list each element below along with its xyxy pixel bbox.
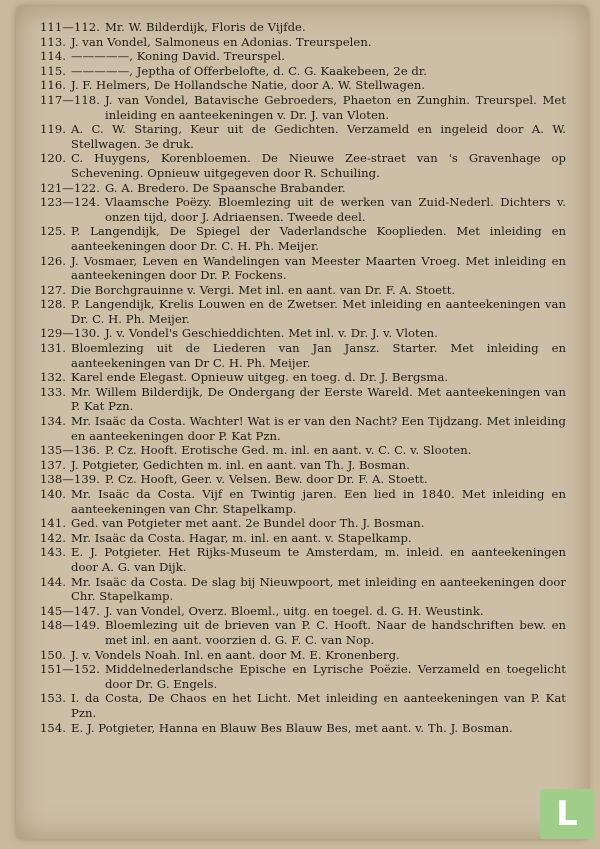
entry-number: 134. [40, 414, 67, 429]
catalogue-entry [40, 64, 566, 79]
entry-text: —————, Koning David. Treurspel. [71, 49, 286, 64]
entry-number: 131. [40, 341, 67, 356]
entry-number: 140. [40, 487, 67, 501]
catalogue-entry [40, 151, 566, 180]
catalogue-entry [40, 370, 566, 385]
catalogue-entry [40, 195, 566, 224]
entry-text: Die Borchgrauinne v. Vergi. Met inl. en aant. van Dr. F. A. Stoett. [71, 282, 456, 297]
entry-text: P. Cz. Hooft, Geer. v. Velsen. Bew. door Dr. F. A. Stoett. [104, 472, 428, 487]
entry-text: J. v. Vondels Noah. Inl. en aant. door M. E. Kronenberg. [71, 647, 400, 662]
entry-number: 129—130. [40, 326, 100, 341]
entry-text: P. Langendijk, Krelis Louwen en de Zwetser. Met inleiding en aanteekeningen van Dr. C. H. Ph. Meijer. [71, 297, 566, 326]
catalogue-entry [40, 487, 566, 516]
entry-text: C. Huygens, Korenbloemen. De Nieuwe Zee-straet van 's Gravenhage op Schevening. Opnieuw uitgegeven door R. Schuiling. [71, 151, 566, 180]
catalogue-entry [40, 224, 566, 253]
catalogue-entry [40, 181, 566, 196]
catalogue-entry [40, 283, 566, 298]
entry-number: 145—147. [40, 603, 100, 618]
entry-number: 142. [40, 530, 67, 545]
entry-text: Mr. Isaäc da Costa. Wachter! Wat is er van den Nacht? Een Tijdzang. Met inleiding en aanteekeningen door P. Kat Pzn. [71, 414, 566, 443]
entry-text: J. F. Helmers, De Hollandsche Natie, door A. W. Stellwagen. [71, 78, 426, 93]
entry-text: Bloemlezing uit de Liederen van Jan Jansz. Starter. Met inleiding en aanteekeningen van Dr C. H. Ph. Meijer. [71, 341, 566, 370]
catalogue-entry [40, 618, 566, 647]
catalogue-list [40, 20, 566, 735]
catalogue-entry [40, 662, 566, 691]
entry-number: 116. [40, 78, 67, 93]
entry-number: 125. [40, 224, 67, 239]
entry-number: 150. [40, 647, 67, 662]
catalogue-entry [40, 545, 566, 574]
catalogue-entry [40, 78, 566, 93]
entry-number: 111—112. [40, 20, 100, 34]
catalogue-entry [40, 443, 566, 458]
catalogue-entry [40, 691, 566, 720]
logo-letter: L [556, 794, 578, 834]
entry-number: 148—149. [40, 618, 100, 633]
catalogue-entry [40, 531, 566, 546]
entry-number: 126. [40, 253, 67, 268]
entry-text: Mr. Isaäc da Costa. De slag bij Nieuwpoort, met inleiding en aanteekeningen door Chr. Stapelkamp. [71, 574, 566, 604]
entry-number: 128. [40, 297, 67, 312]
catalogue-entry [40, 721, 566, 736]
catalogue-entry [40, 20, 566, 35]
catalogue-entry [40, 122, 566, 151]
entry-text: E. J. Potgieter. Het Rijks-Museum te Amsterdam, m. inleid. en aanteekeningen door A. G. van Dijk. [71, 545, 566, 574]
entry-number: 133. [40, 384, 67, 399]
entry-number: 154. [40, 720, 67, 735]
entry-text: J. van Vondel, Salmoneus en Adonias. Treurspelen. [71, 34, 372, 49]
entry-text: J. Vosmaer, Leven en Wandelingen van Meester Maarten Vroeg. Met inleiding en aanteekeningen door Dr. P. Fockens. [71, 253, 566, 283]
entry-text: Mr. Isaäc da Costa. Hagar, m. inl. en aant. v. Stapelkamp. [71, 530, 412, 545]
catalogue-entry [40, 35, 566, 50]
entry-text: J. Potgieter, Gedichten m. inl. en aant. van Th. J. Bosman. [71, 457, 410, 472]
entry-text: J. v. Vondel's Geschieddichten. Met inl. v. Dr. J. v. Vloten. [104, 326, 438, 341]
entry-number: 117—118. [40, 92, 100, 107]
catalogue-entry [40, 254, 566, 283]
entry-number: 153. [40, 691, 67, 706]
entry-text: Mr. Isaäc da Costa. Vijf en Twintig jaren. Een lied in 1840. Met inleiding en aanteekeningen van Chr. Stapelkamp. [71, 487, 566, 516]
catalogue-entry [40, 341, 566, 370]
catalogue-entry [40, 472, 566, 487]
catalogue-entry [40, 297, 566, 326]
catalogue-entry [40, 648, 566, 663]
entry-text: A. C. W. Staring, Keur uit de Gedichten. Verzameld en ingeleid door A. W. Stellwagen. 3e druk. [71, 122, 566, 151]
entry-text: —————, Jeptha of Offerbelofte, d. C. G. Kaakebeen, 2e dr. [71, 63, 427, 78]
catalogue-entry [40, 604, 566, 619]
entry-number: 127. [40, 282, 67, 297]
entry-number: 135—136. [40, 443, 100, 458]
entry-text: Ged. van Potgieter met aant. 2e Bundel door Th. J. Bosman. [71, 516, 425, 531]
catalogue-entry [40, 575, 566, 604]
catalogue-entry [40, 385, 566, 414]
entry-text: I. da Costa, De Chaos en het Licht. Met inleiding en aanteekeningen van P. Kat Pzn. [71, 691, 566, 720]
entry-number: 123—124. [40, 195, 100, 210]
entry-number: 113. [40, 34, 67, 49]
entry-number: 132. [40, 370, 67, 385]
entry-text: P. Cz. Hooft. Erotische Ged. m. inl. en aant. v. C. C. v. Slooten. [104, 443, 472, 458]
catalogue-entry [40, 516, 566, 531]
entry-text: Middelnederlandsche Epische en Lyrische Poëzie. Verzameld en toegelicht door Dr. G. Engels. [104, 662, 566, 691]
entry-number: 151—152. [40, 662, 100, 677]
entry-text: G. A. Bredero. De Spaansche Brabander. [104, 180, 346, 195]
entry-text: Vlaamsche Poëzy. Bloemlezing uit de werken van Zuid-Nederl. Dichters v. onzen tijd, door J. Adriaensen. Tweede deel. [104, 195, 566, 224]
catalogue-entry [40, 414, 566, 443]
entry-number: 121—122. [40, 180, 100, 195]
entry-text: Mr. Willem Bilderdijk, De Ondergang der Eerste Wareld. Met aanteekeningen van P. Kat Pzn. [71, 384, 566, 414]
entry-number: 144. [40, 574, 67, 589]
entry-text: P. Langendijk, De Spiegel der Vaderlandsche Kooplieden. Met inleiding en aanteekeningen door Dr. C. H. Ph. Meijer. [71, 224, 566, 253]
entry-number: 143. [40, 545, 67, 560]
entry-text: E. J. Potgieter, Hanna en Blauw Bes Blauw Bes, met aant. v. Th. J. Bosman. [71, 720, 513, 735]
entry-number: 115. [40, 63, 67, 78]
catalogue-entry [40, 49, 566, 64]
catalogue-entry [40, 458, 566, 473]
entry-text: J. van Vondel, Overz. Bloeml., uitg. en toegel. d. G. H. Weustink. [104, 603, 484, 618]
catalogue-entry [40, 93, 566, 122]
catalogue-entry [40, 326, 566, 341]
entry-number: 141. [40, 516, 67, 531]
entry-text: J. van Vondel, Batavische Gebroeders, Phaeton en Zunghin. Treurspel. Met inleiding en aanteekeningen v. Dr. J. van Vloten. [104, 92, 566, 122]
entry-number: 137. [40, 457, 67, 472]
entry-number: 114. [40, 49, 67, 64]
watermark-logo [540, 789, 594, 839]
entry-number: 138—139. [40, 472, 100, 487]
entry-number: 119. [40, 122, 67, 137]
entry-text: Bloemlezing uit de brieven van P. C. Hooft. Naar de handschriften bew. en met inl. en aant. voorzien d. G. F. C. van Nop. [104, 618, 566, 647]
entry-text: Mr. W. Bilderdijk, Floris de Vijfde. [104, 20, 306, 34]
entry-number: 120. [40, 151, 67, 166]
entry-text: Karel ende Elegast. Opnieuw uitgeg. en toeg. d. Dr. J. Bergsma. [71, 370, 449, 385]
